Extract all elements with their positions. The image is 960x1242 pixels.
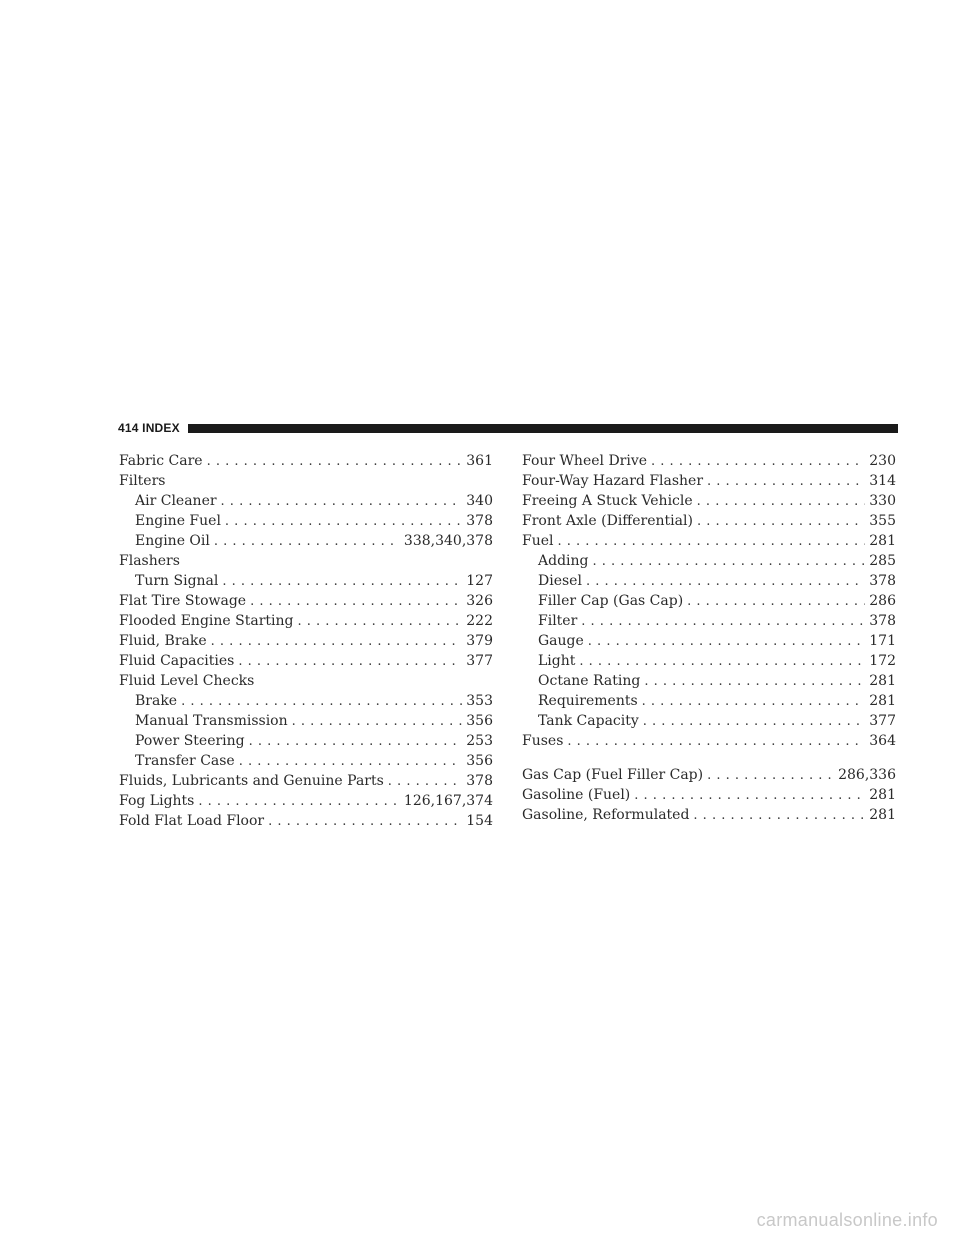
dot-leader [579,652,865,671]
header-rule [188,424,898,433]
index-entry [522,631,896,651]
index-term: Requirements [538,693,638,709]
index-page-ref: 378 [466,513,493,529]
index-entry [119,771,493,791]
index-term: Octane Rating [538,673,641,689]
index-page-ref: 230 [869,453,896,469]
index-entry [522,805,896,825]
index-term: Adding [538,553,589,569]
index-term: Filler Cap (Gas Cap) [538,593,684,609]
index-entry [522,611,896,631]
index-page-ref: 377 [869,713,896,729]
index-entry [522,571,896,591]
index-page-ref: 286,336 [838,767,896,783]
index-page-ref: 172 [869,653,896,669]
dot-leader [207,452,463,471]
dot-leader [198,792,400,811]
index-term: Air Cleaner [135,493,217,509]
dot-leader [643,712,865,731]
index-term: Filters [119,473,166,489]
index-page-ref: 356 [466,713,493,729]
dot-leader [249,732,463,751]
index-entry [119,691,493,711]
index-entry [522,511,896,531]
index-page-ref: 285 [869,553,896,569]
dot-leader [222,572,462,591]
index-term: Gas Cap (Fuel Filler Cap) [522,767,704,783]
index-term: Diesel [538,573,582,589]
index-page-ref: 353 [466,693,493,709]
index-entry [119,531,493,551]
index-page-ref: 330 [869,493,896,509]
dot-leader [238,652,462,671]
dot-leader [697,512,865,531]
index-entry [119,591,493,611]
index-page-ref: 171 [869,633,896,649]
page-number-label: 414 INDEX [118,421,180,435]
dot-leader [567,732,865,751]
dot-leader [581,612,865,631]
dot-leader [642,692,866,711]
index-entry [119,651,493,671]
index-term: Fluid Capacities [119,653,235,669]
dot-leader [558,532,866,551]
index-term: Fuses [522,733,564,749]
index-entry [119,671,493,691]
dot-leader [634,786,865,805]
index-column-left [119,451,493,831]
index-term: Fluid, Brake [119,633,207,649]
index-page-ref: 378 [869,573,896,589]
watermark-text: carmanualsonline.info [756,1210,938,1230]
index-term: Fold Flat Load Floor [119,813,265,829]
index-entry [119,811,493,831]
dot-leader [697,492,866,511]
index-term: Transfer Case [135,753,235,769]
index-entry [522,765,896,785]
index-page-ref: 379 [466,633,493,649]
index-term: Turn Signal [135,573,219,589]
dot-leader [693,806,865,825]
index-page-ref: 253 [466,733,493,749]
index-page-ref: 340 [466,493,493,509]
index-page-ref: 126,167,374 [403,793,493,809]
dot-leader [221,492,463,511]
index-term: Fluids, Lubricants and Genuine Parts [119,773,384,789]
index-entry [119,791,493,811]
index-page-ref: 355 [869,513,896,529]
dot-leader [225,512,462,531]
index-page-ref: 361 [466,453,493,469]
index-entry [119,631,493,651]
index-entry [522,671,896,691]
dot-leader [250,592,462,611]
dot-leader [586,572,865,591]
index-page-ref: 127 [466,573,493,589]
index-page-ref: 378 [466,773,493,789]
dot-leader [388,772,462,791]
index-page-ref: 356 [466,753,493,769]
index-term: Flooded Engine Starting [119,613,294,629]
index-term: Fabric Care [119,453,203,469]
dot-leader [644,672,865,691]
index-term: Front Axle (Differential) [522,513,693,529]
index-entry [119,471,493,491]
dot-leader [707,766,834,785]
index-entry [522,551,896,571]
index-page-ref: 338,340,378 [403,533,493,549]
index-term: Fuel [522,533,554,549]
page-header [118,418,898,438]
index-entry [522,591,896,611]
index-page-ref: 377 [466,653,493,669]
index-term: Fluid Level Checks [119,673,255,689]
index-entry [522,691,896,711]
index-entry [119,611,493,631]
index-term: Gauge [538,633,584,649]
index-entry [119,711,493,731]
index-entry [119,731,493,751]
index-page-ref: 281 [869,673,896,689]
index-term: Flashers [119,553,180,569]
index-page-ref: 222 [466,613,493,629]
dot-leader [211,632,463,651]
index-term: Light [538,653,576,669]
index-term: Engine Oil [135,533,210,549]
dot-leader [297,612,462,631]
index-entry [119,491,493,511]
index-term: Four Wheel Drive [522,453,648,469]
index-term: Engine Fuel [135,513,221,529]
dot-leader [181,692,462,711]
index-page-ref: 281 [869,807,896,823]
index-term: Flat Tire Stowage [119,593,247,609]
dot-leader [651,452,865,471]
index-entry [119,751,493,771]
dot-leader [239,752,463,771]
index-term: Freeing A Stuck Vehicle [522,493,693,509]
index-term: Fog Lights [119,793,195,809]
index-page-ref: 281 [869,533,896,549]
index-page-ref: 281 [869,693,896,709]
dot-leader [687,592,865,611]
dot-leader [707,472,865,491]
dot-leader [214,532,400,551]
index-entry [119,451,493,471]
index-term: Gasoline, Reformulated [522,807,690,823]
index-entry [522,785,896,805]
index-page-ref: 154 [466,813,493,829]
dot-leader [292,712,463,731]
index-term: Four-Way Hazard Flasher [522,473,704,489]
index-entry [522,531,896,551]
index-entry [522,491,896,511]
index-entry [522,651,896,671]
index-page-ref: 281 [869,787,896,803]
index-entry [522,731,896,751]
index-column-right [522,451,896,825]
index-page-ref: 364 [869,733,896,749]
index-page-ref: 378 [869,613,896,629]
index-page-ref: 314 [869,473,896,489]
dot-leader [593,552,866,571]
index-term: Filter [538,613,578,629]
index-term: Power Steering [135,733,245,749]
index-entry [119,551,493,571]
index-entry [119,511,493,531]
index-term: Gasoline (Fuel) [522,787,631,803]
index-term: Manual Transmission [135,713,288,729]
index-term: Tank Capacity [538,713,639,729]
index-entry [522,711,896,731]
index-entry [119,571,493,591]
dot-leader [268,812,462,831]
index-entry [522,471,896,491]
index-term: Brake [135,693,178,709]
index-page-ref: 286 [869,593,896,609]
index-entry [522,451,896,471]
index-page-ref: 326 [466,593,493,609]
dot-leader [588,632,865,651]
